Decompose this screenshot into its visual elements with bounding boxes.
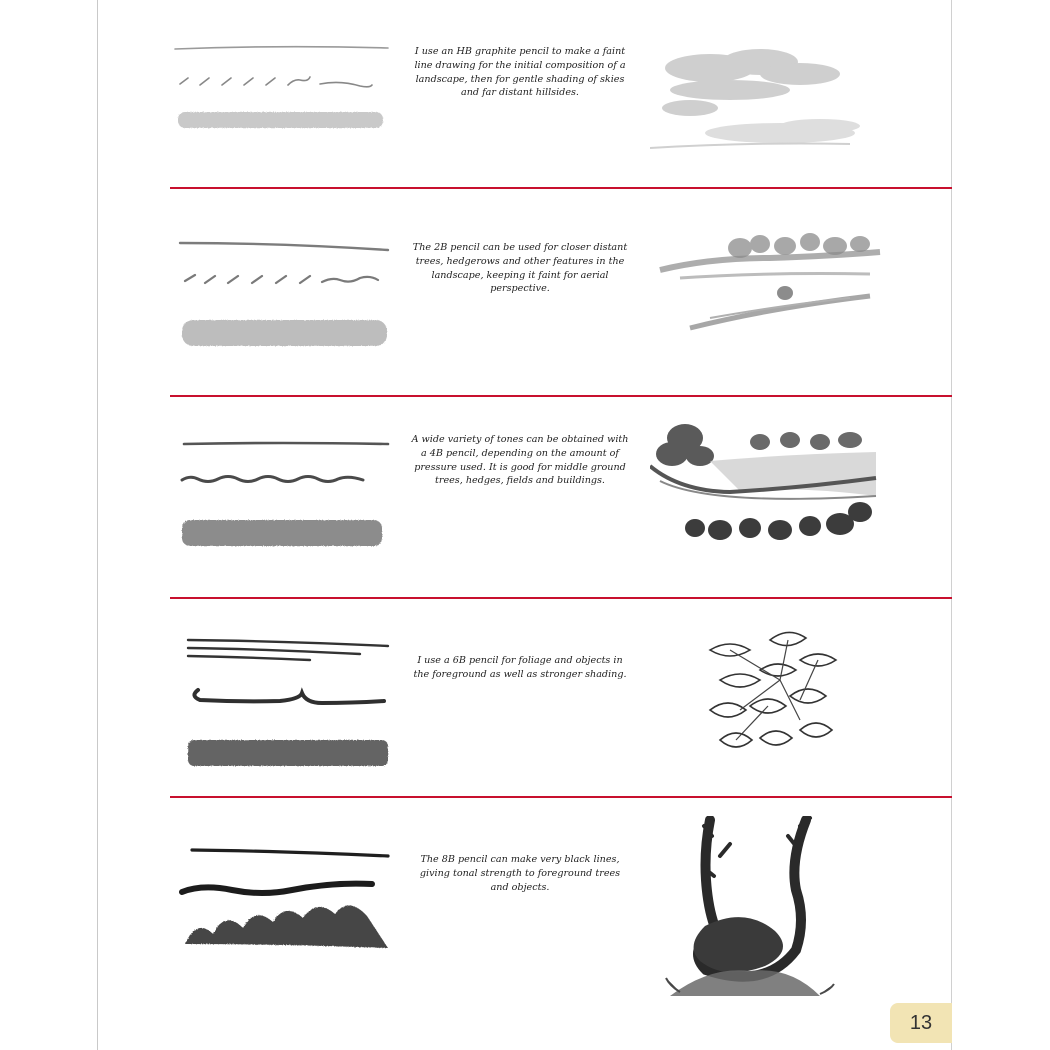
4b-caption: A wide variety of tones can be obtained with a 4B pencil, depending on the amount of pressure used. It is good for middle ground trees, hedges, fields and buildings. [411, 434, 629, 487]
clouds-and-distant-hills-sketch [650, 38, 870, 158]
page-number-tab: 13 [890, 1003, 952, 1043]
6b-pencil-row [170, 620, 952, 780]
2b-caption: The 2B pencil can be used for closer distant trees, hedgerows and other features in the landscape, keeping it faint for aerial perspective. [412, 242, 628, 295]
hb-pencil-row [170, 38, 952, 168]
4b-pencil-row [170, 416, 952, 566]
6b-stroke-samples [170, 620, 400, 770]
row-divider [170, 395, 952, 397]
8b-pencil-row [170, 816, 952, 1016]
middle-ground-landscape-sketch [650, 416, 880, 546]
8b-caption: The 8B pencil can make very black lines, giving tonal strength to foreground trees and objects. [419, 854, 621, 893]
hb-caption: I use an HB graphite pencil to make a faint line drawing for the initial composition of a landscape, then for gentle shading of skies and far distant hillsides. [414, 46, 626, 99]
2b-pencil-row [170, 228, 952, 378]
6b-caption: I use a 6B pencil for foliage and objects in the foreground as well as stronger shading. [413, 655, 627, 680]
distant-trees-and-hedgerows-sketch [650, 228, 890, 338]
2b-stroke-samples [170, 228, 400, 358]
tree-stump-sketch [650, 816, 850, 1006]
row-divider [170, 597, 952, 599]
8b-stroke-samples [170, 816, 400, 956]
4b-stroke-samples [170, 416, 400, 556]
page-left-edge [97, 0, 98, 1050]
row-divider [170, 187, 952, 189]
row-divider [170, 796, 952, 798]
foliage-leaves-sketch [650, 620, 870, 770]
hb-stroke-samples [170, 38, 400, 148]
